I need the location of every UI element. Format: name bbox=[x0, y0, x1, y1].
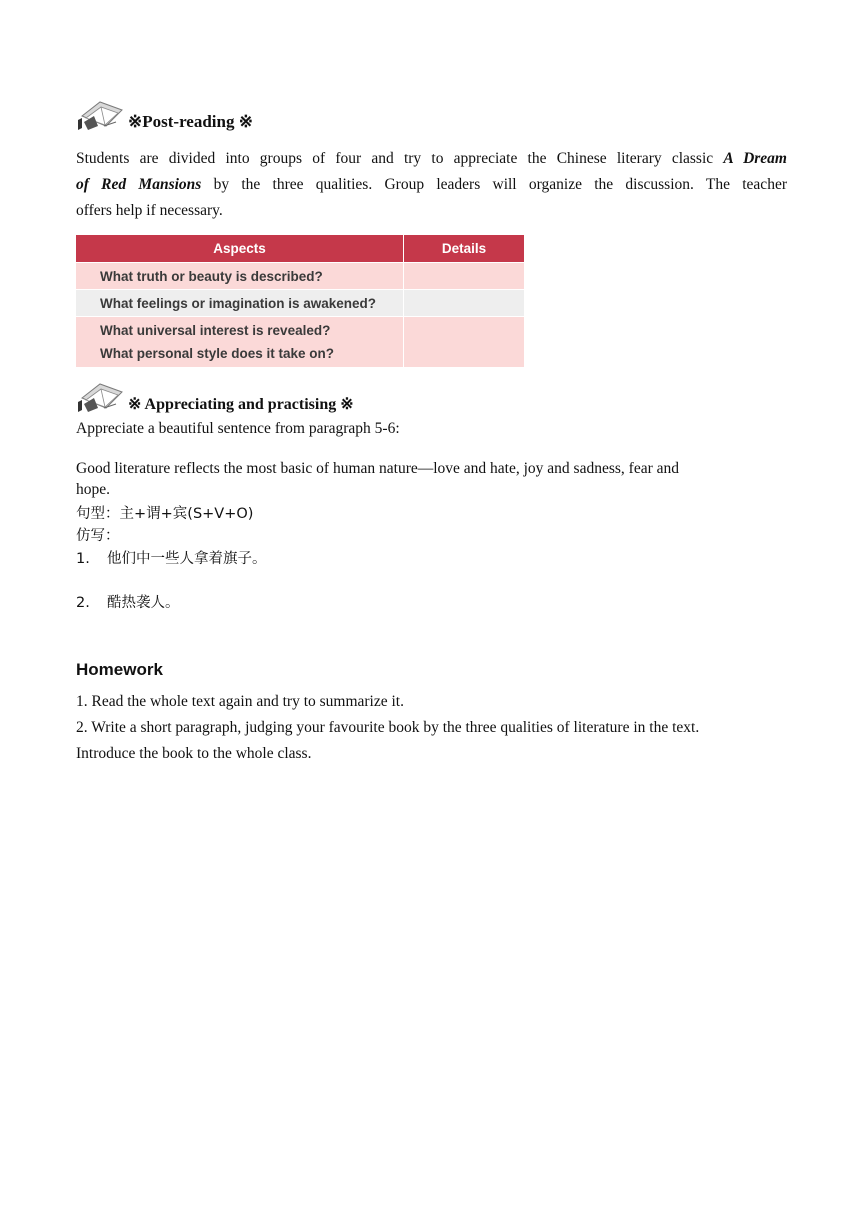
table-header-aspects: Aspects bbox=[76, 235, 404, 263]
homework-item-2-line-1: 2. Write a short paragraph, judging your favourite book by the three qualities of literature in the text. bbox=[76, 719, 700, 736]
post-reading-intro bbox=[76, 146, 787, 224]
homework-item-2-line-2: Introduce the book to the whole class. bbox=[76, 745, 312, 762]
post-reading-heading bbox=[76, 96, 253, 132]
appreciate-instruction: Appreciate a beautiful sentence from paragraph 5-6: bbox=[76, 420, 400, 437]
table-header-row bbox=[76, 235, 525, 263]
homework-title: Homework bbox=[76, 660, 163, 679]
sentence-line-2: hope. bbox=[76, 481, 111, 498]
aspect-cell: What truth or beauty is described? bbox=[76, 263, 404, 290]
sentence-pattern: 句型：主+谓+宾(S+V+O) bbox=[76, 506, 254, 522]
imitate-label: 仿写： bbox=[76, 528, 120, 544]
book-title-part1: A Dream bbox=[723, 150, 787, 167]
sentence-line-1: Good literature reflects the most basic of human nature—love and hate, joy and sadness, fear and bbox=[76, 460, 680, 477]
intro-text-suffix-2: offers help if necessary. bbox=[76, 202, 223, 219]
aspect-line: What personal style does it take on? bbox=[100, 346, 335, 361]
aspect-cell: What feelings or imagination is awakened? bbox=[76, 290, 404, 317]
aspect-cell bbox=[76, 317, 404, 368]
item-number: 1. bbox=[76, 551, 90, 567]
list-item bbox=[76, 547, 267, 568]
open-book-icon bbox=[76, 378, 126, 414]
homework-item-1: 1. Read the whole text again and try to summarize it. bbox=[76, 693, 404, 710]
item-text: 酷热袭人。 bbox=[107, 595, 180, 611]
table-row bbox=[76, 290, 525, 317]
appreciating-heading bbox=[76, 378, 354, 414]
item-number: 2. bbox=[76, 595, 90, 611]
list-item bbox=[76, 591, 180, 612]
appreciating-title: ※ Appreciating and practising ※ bbox=[128, 396, 354, 413]
table-row bbox=[76, 263, 525, 290]
details-cell bbox=[404, 290, 525, 317]
aspects-table bbox=[76, 235, 525, 367]
aspect-line: What universal interest is revealed? bbox=[100, 323, 331, 338]
book-title-part2: of Red Mansions bbox=[76, 176, 202, 193]
post-reading-title: ※Post-reading ※ bbox=[128, 112, 253, 131]
details-cell bbox=[404, 263, 525, 290]
details-cell bbox=[404, 317, 525, 368]
open-book-icon bbox=[76, 96, 126, 132]
item-text: 他们中一些人拿着旗子。 bbox=[107, 551, 267, 567]
table-header-details: Details bbox=[404, 235, 525, 263]
intro-text-suffix-1: by the three qualities. Group leaders will organize the discussion. The teacher bbox=[201, 176, 787, 193]
table-row bbox=[76, 317, 525, 368]
intro-text-prefix: Students are divided into groups of four and try to appreciate the Chinese literary classic bbox=[76, 150, 724, 167]
